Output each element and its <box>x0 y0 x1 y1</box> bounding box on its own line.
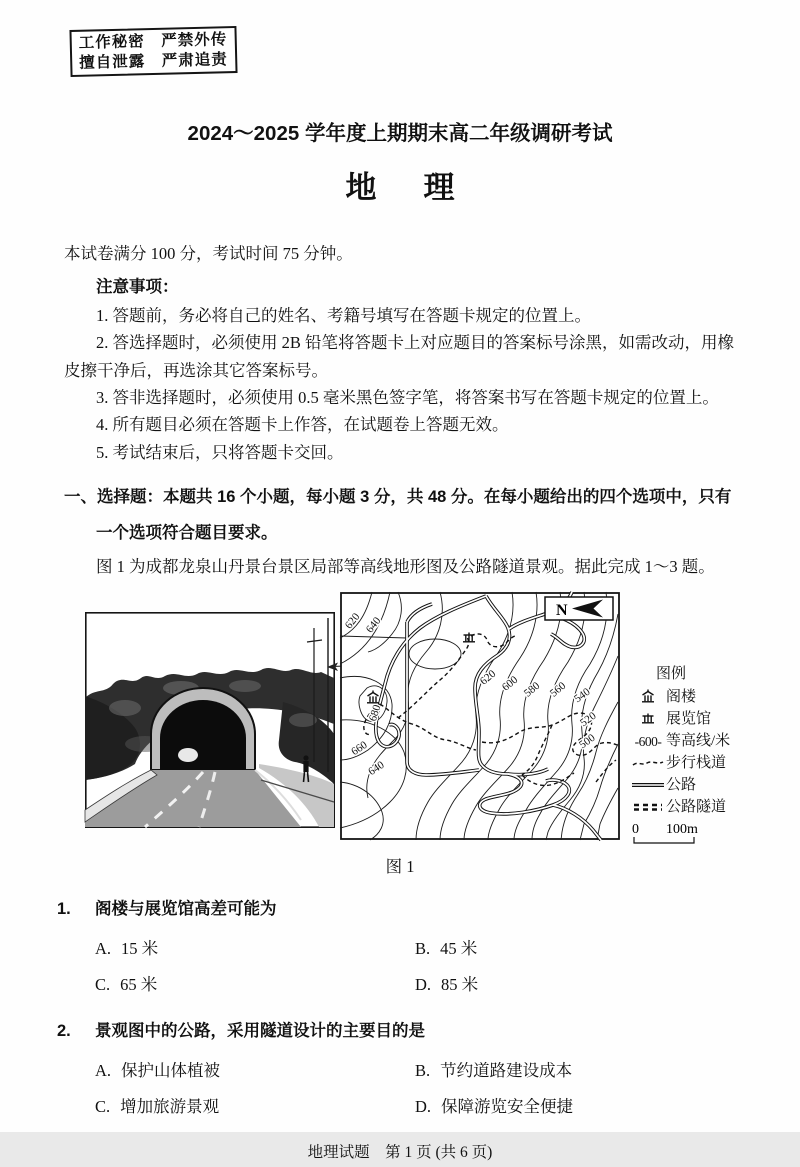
stamp-line-2: 擅自泄露 严肃追责 <box>79 50 228 72</box>
option-d: D. 85 米 <box>415 975 479 995</box>
question-number: 1. <box>57 899 71 918</box>
pavilion-icon <box>630 689 666 705</box>
north-label: N <box>556 602 568 620</box>
question-text: 阁楼与展览馆高差可能为 <box>95 899 277 918</box>
exhibition-hall-icon <box>630 712 666 726</box>
contour-label: 660 <box>349 739 370 759</box>
notes-heading: 注意事项： <box>96 278 179 297</box>
north-arrow <box>545 597 613 620</box>
scale-start: 0 <box>632 822 639 838</box>
figure-1 <box>64 590 736 848</box>
contour-label: 680 <box>366 703 384 724</box>
legend-item-pavilion: 阁楼 <box>630 686 750 708</box>
contour-label: 540 <box>572 686 593 706</box>
exam-title: 2024～2025 学年度上期期末高二年级调研考试 <box>187 122 613 145</box>
option-d: D. 保障游览安全便捷 <box>415 1097 574 1117</box>
note-item: 4. 所有题目必须在答题卡上作答，在试题卷上答题无效。 <box>96 415 509 435</box>
road-icon <box>630 781 666 789</box>
question-text: 景观图中的公路，采用隧道设计的主要目的是 <box>95 1022 425 1041</box>
note-item: 5. 考试结束后，只将答题卡交回。 <box>96 442 344 462</box>
contour-label: 520 <box>578 710 599 730</box>
question-2 <box>57 1018 736 1125</box>
legend-item-road-tunnel: 公路隧道 <box>630 796 750 818</box>
option-b: B. 45 米 <box>415 939 478 959</box>
walking-path-icon <box>630 758 666 768</box>
map-legend <box>630 664 750 854</box>
contour-label: 600 <box>499 674 521 694</box>
secrecy-stamp <box>69 26 237 77</box>
contour-label: 580 <box>521 680 543 700</box>
scale-end: 100m <box>666 822 698 838</box>
tunnel-photo <box>85 612 335 828</box>
page-footer: 地理试题 第 1 页 (共 6 页) <box>307 1144 493 1162</box>
figure-caption: 图 1 <box>385 857 415 877</box>
question-group-intro: 图 1 为成都龙泉山丹景台景区局部等高线地形图及公路隧道景观。据此完成 1～3 题。 <box>96 557 715 577</box>
section-heading: 一、选择题：本题共 16 个小题，每小题 3 分，共 48 分。在每小题给出的四个选项中，只有一个选项符合题目要求。 <box>64 488 732 543</box>
legend-item-walking-path: 步行栈道 <box>630 752 750 774</box>
contour-label: 620 <box>342 611 363 632</box>
option-b: B. 节约道路建设成本 <box>415 1061 573 1081</box>
option-a: A. 15 米 <box>95 939 159 959</box>
legend-title: 图例 <box>656 666 687 683</box>
option-c: C. 增加旅游景观 <box>95 1097 220 1117</box>
question-1 <box>57 896 736 1003</box>
exam-info: 本试卷满分 100 分，考试时间 75 分钟。 <box>64 244 353 263</box>
subject-title: 地 理 <box>345 170 463 205</box>
note-item: 3. 答非选择题时，必须使用 0.5 毫米黑色签字笔，将答案书写在答题卡规定的位置上。 <box>96 388 719 408</box>
road-tunnel-icon <box>630 802 666 812</box>
contour-label: 640 <box>363 615 384 636</box>
question-number: 2. <box>57 1022 71 1041</box>
option-c: C. 65 米 <box>95 975 158 995</box>
note-item: 2. 答选择题时，必须使用 2B 铅笔将答题卡上对应题目的答案标号涂黑，如需改动，用橡皮擦干净后，再选涂其它答案标号。 <box>64 333 735 380</box>
note-item: 1. 答题前，务必将自己的姓名、考籍号填写在答题卡规定的位置上。 <box>96 305 591 325</box>
contour-label: 640 <box>366 759 387 779</box>
map-scale-bar <box>630 821 714 847</box>
contour-label: 620 <box>477 668 499 688</box>
contour-label: 500 <box>577 732 598 752</box>
contour-label: 560 <box>547 680 569 700</box>
contour-map <box>340 592 620 840</box>
legend-item-road: 公路 <box>630 774 750 796</box>
legend-item-contour: -600- 等高线/米 <box>630 730 750 752</box>
legend-item-exhibition-hall: 展览馆 <box>630 708 750 730</box>
contour-line-icon: -600- <box>634 733 662 749</box>
option-a: A. 保护山体植被 <box>95 1061 221 1081</box>
stamp-line-1: 工作秘密 严禁外传 <box>78 31 228 52</box>
